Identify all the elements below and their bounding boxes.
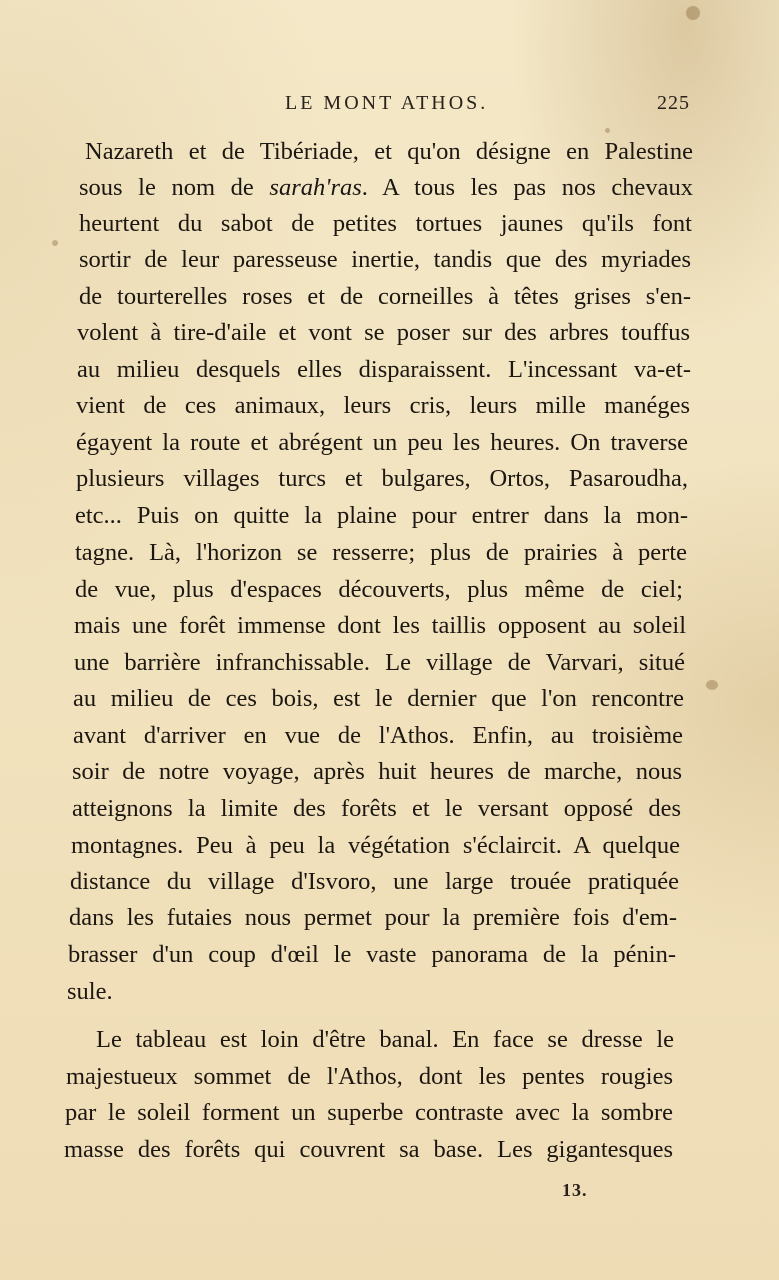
text-line: de vue, plus d'espaces découverts, plus même de ciel; — [75, 576, 683, 603]
text-line: Nazareth et de Tibériade, et qu'on désigne en Palestine — [85, 138, 693, 165]
text-line: montagnes. Peu à peu la végétation s'éclaircit. A quelque — [71, 832, 680, 859]
text-line: etc... Puis on quitte la plaine pour entrer dans la mon- — [75, 502, 688, 529]
text-line: plusieurs villages turcs et bulgares, Ortos, Pasaroudha, — [76, 465, 688, 492]
text-line: sule. — [67, 978, 113, 1005]
text-line: égayent la route et abrégent un peu les heures. On traverse — [76, 429, 688, 456]
italic-term: sarah'ras — [269, 174, 362, 201]
text-line: Le tableau est loin d'être banal. En face se dresse le — [96, 1026, 674, 1053]
text-line: masse des forêts qui couvrent sa base. Les gigantesques — [64, 1136, 673, 1163]
text-line: majestueux sommet de l'Athos, dont les pentes rougies — [66, 1063, 673, 1090]
text-line: au milieu desquels elles disparaissent. L'incessant va-et- — [77, 356, 691, 383]
foxing-spot — [605, 128, 610, 133]
text-line: par le soleil forment un superbe contraste avec la sombre — [65, 1099, 673, 1126]
running-title: LE MONT ATHOS. — [285, 92, 489, 114]
foxing-spot — [52, 240, 58, 246]
text-line: vient de ces animaux, leurs cris, leurs mille manéges — [76, 392, 690, 419]
text-line: soir de notre voyage, après huit heures de marche, nous — [72, 758, 682, 785]
text-line: distance du village d'Isvoro, une large trouée pratiquée — [70, 868, 679, 895]
text-line: heurtent du sabot de petites tortues jaunes qu'ils font — [79, 210, 692, 237]
text-line: brasser d'un coup d'œil le vaste panorama de la pénin- — [68, 941, 676, 968]
text-line: atteignons la limite des forêts et le versant opposé des — [72, 795, 681, 822]
text-line: de tourterelles roses et de corneilles à têtes grises s'en- — [79, 283, 691, 310]
text-line: mais une forêt immense dont les taillis opposent au soleil — [74, 612, 686, 639]
foxing-spot — [686, 6, 700, 20]
page-number: 225 — [657, 92, 690, 114]
text-line: une barrière infranchissable. Le village de Varvari, situé — [74, 649, 685, 676]
text-line: dans les futaies nous permet pour la première fois d'em- — [69, 904, 677, 931]
text-line: volent à tire-d'aile et vont se poser sur des arbres touffus — [77, 319, 690, 346]
text-line: sortir de leur paresseuse inertie, tandis que des myriades — [79, 246, 691, 273]
text-line: sous le nom de sarah'ras. A tous les pas nos chevaux — [79, 174, 693, 201]
text-line: avant d'arriver en vue de l'Athos. Enfin, au troisième — [73, 722, 683, 749]
foxing-spot — [706, 680, 718, 690]
text-line: tagne. Là, l'horizon se resserre; plus de prairies à perte — [75, 539, 687, 566]
signature-mark: 13. — [562, 1180, 588, 1200]
text-line: au milieu de ces bois, est le dernier que l'on rencontre — [73, 685, 684, 712]
